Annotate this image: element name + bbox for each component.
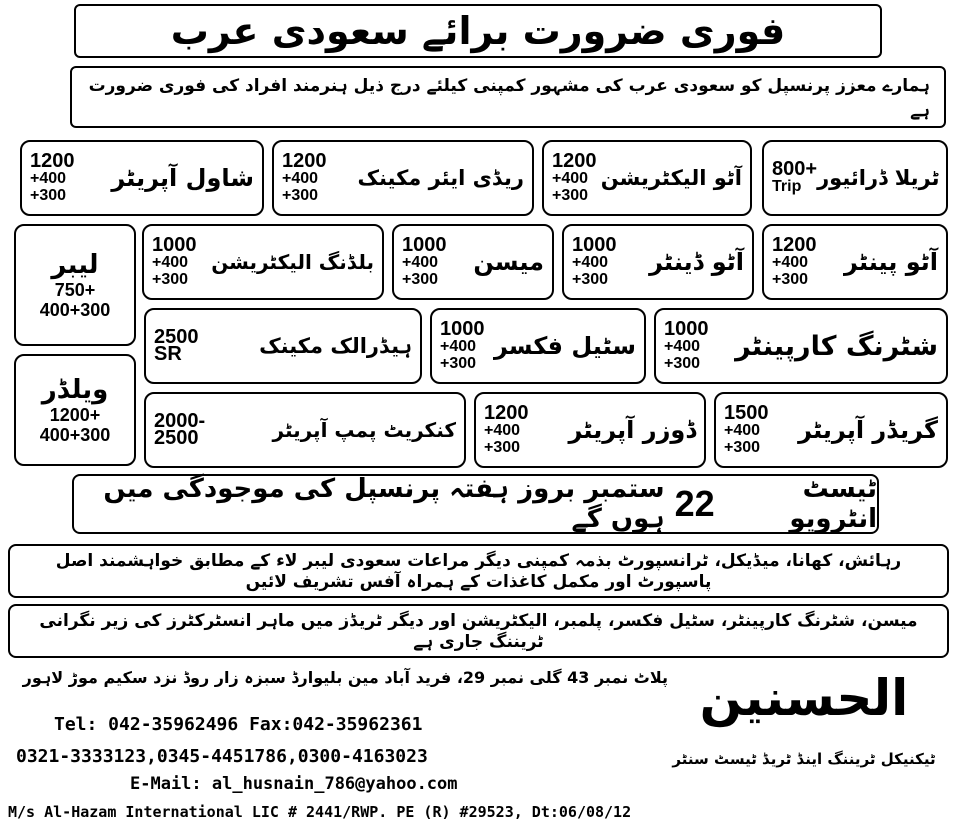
salary-sub: +400	[152, 253, 189, 271]
salary-sub: +400	[484, 421, 521, 439]
salary-main: 1000	[572, 233, 617, 256]
job-box	[392, 224, 554, 300]
labour-salary-extra: 400+300	[39, 300, 111, 320]
job-box	[430, 308, 646, 384]
interview-date: 22	[674, 483, 715, 524]
contact-section	[8, 660, 949, 820]
job-title: ہیڈرالک مکینک	[259, 334, 412, 358]
labour-title: لیبر	[51, 250, 99, 280]
salary-sub: +400	[724, 421, 761, 439]
company-mobiles: 0321-3333123,0345-4451786,0300-4163023	[16, 746, 428, 767]
benefits-note	[8, 544, 949, 598]
salary-sub: +400	[282, 169, 319, 187]
salary-sub: +400	[440, 337, 477, 355]
welder-salary-main: 1200+	[49, 405, 101, 425]
job-box	[762, 224, 948, 300]
salary-main: 1200	[552, 149, 597, 172]
salary-sub: +300	[664, 354, 701, 372]
salary-main: 1200	[30, 149, 75, 172]
job-box	[474, 392, 706, 468]
job-title: کنکریٹ پمپ آپریٹر	[272, 418, 456, 442]
salary-main: 1200	[772, 233, 817, 256]
salary-sub: +300	[282, 186, 319, 204]
license-line: M/s Al-Hazam International LIC # 2441/RWP. PE (R) #29523, Dt:06/08/12	[8, 803, 632, 821]
job-title: ڈوزر آپریٹر	[568, 416, 696, 444]
salary-sub: +300	[30, 186, 67, 204]
job-title: آٹو ڈینٹر	[649, 248, 744, 276]
salary-sub: +400	[30, 169, 67, 187]
job-box	[144, 392, 466, 468]
job-title: بلڈنگ الیکٹریشن	[211, 250, 374, 274]
job-title: شاول آپریٹر	[111, 164, 254, 192]
salary-sub: +300	[572, 270, 609, 288]
job-title: آٹو الیکٹریشن	[600, 166, 742, 190]
benefits-text: رہائش، کھانا، میڈیکل، ٹرانسپورٹ بذمہ کمپنی دیگر مراعات سعودی لیبر لاء کے مطابق خواہشمند اصل پاسپورٹ اور مکمل کاغذات کے ہمراہ آفس تشریف لائیں	[55, 551, 902, 592]
headline-banner	[74, 4, 882, 58]
salary-main: 2500	[154, 326, 199, 348]
job-title: سٹیل فکسر	[494, 332, 636, 360]
salary-sub: +300	[772, 270, 809, 288]
salary-sub: +400	[402, 253, 439, 271]
interview-prefix: ٹیسٹ انٹرویو	[789, 474, 877, 534]
interview-box	[72, 474, 879, 534]
company-email: E-Mail: al_husnain_786@yahoo.com	[130, 774, 458, 794]
salary-sub: +300	[402, 270, 439, 288]
welder-salary-extra: 400+300	[39, 425, 111, 445]
job-box	[142, 224, 384, 300]
job-box	[272, 140, 534, 216]
salary-main: 1000	[440, 317, 485, 340]
job-box	[542, 140, 752, 216]
labour-salary-main: 750+	[54, 280, 96, 300]
salary-main: 1000	[152, 233, 197, 256]
interview-suffix: ستمبر بروز ہفتہ پرنسپل کی موجودگی میں ہوں گے	[103, 474, 665, 534]
company-tagline: ٹیکنیکل ٹریننگ اینڈ ٹریڈ ٹیسٹ سنٹر	[672, 750, 936, 768]
job-box	[714, 392, 948, 468]
welder-title: ویلڈر	[41, 375, 109, 405]
job-title: گریڈر آپریٹر	[798, 416, 938, 444]
salary-sub: 2500	[154, 427, 199, 449]
salary-main: 1200	[282, 149, 327, 172]
salary-sub: Trip	[772, 178, 802, 195]
job-box	[20, 140, 264, 216]
salary-sub: +300	[440, 354, 477, 372]
salary-main: 1200	[484, 401, 529, 424]
salary-main: 2000-	[154, 410, 206, 432]
salary-sub: SR	[154, 343, 182, 365]
company-name: الحسنین	[699, 669, 909, 727]
company-address: پلاٹ نمبر 43 گلی نمبر 29، فرید آباد مین بلیوارڈ سبزہ زار روڈ نزد سکیم موڑ لاہور	[22, 668, 668, 687]
salary-sub: +400	[664, 337, 701, 355]
job-box	[144, 308, 422, 384]
job-title: ریڈی ایئر مکینک	[357, 166, 524, 190]
job-title: ٹریلا ڈرائیور	[817, 166, 940, 190]
training-text: میسن، شٹرنگ کارپینٹر، سٹیل فکسر، پلمبر، الیکٹریشن اور دیگر ٹریڈز میں ماہر انسٹرکٹرز کی زیر نگرانی ٹریننگ جاری ہے	[39, 611, 918, 652]
salary-main: 1500	[724, 401, 769, 424]
salary-sub: +300	[724, 438, 761, 456]
labour-box	[14, 224, 136, 346]
salary-sub: +300	[484, 438, 521, 456]
job-box	[762, 140, 948, 216]
job-title: میسن	[473, 248, 544, 276]
intro-text-box	[70, 66, 946, 128]
salary-sub: +400	[772, 253, 809, 271]
salary-sub: +400	[572, 253, 609, 271]
job-box	[654, 308, 948, 384]
salary-main: 800+	[772, 158, 818, 180]
headline-title: فوری ضرورت برائے سعودی عرب	[170, 9, 786, 53]
salary-sub: +300	[552, 186, 589, 204]
company-brand	[669, 666, 939, 768]
salary-main: 1000	[402, 233, 447, 256]
company-phone: Tel: 042-35962496 Fax:042-35962361	[54, 714, 423, 735]
training-note	[8, 604, 949, 658]
salary-sub: +300	[152, 270, 189, 288]
welder-box	[14, 354, 136, 466]
salary-main: 1000	[664, 317, 709, 340]
salary-sub: +400	[552, 169, 589, 187]
job-box	[562, 224, 754, 300]
intro-text: ہمارے معزز پرنسپل کو سعودی عرب کی مشہور کمپنی کیلئے درج ذیل ہنرمند افراد کی فوری ضرورت ہے	[88, 76, 930, 121]
job-title: شٹرنگ کارپینٹر	[735, 330, 938, 362]
job-title: آٹو پینٹر	[844, 248, 938, 276]
